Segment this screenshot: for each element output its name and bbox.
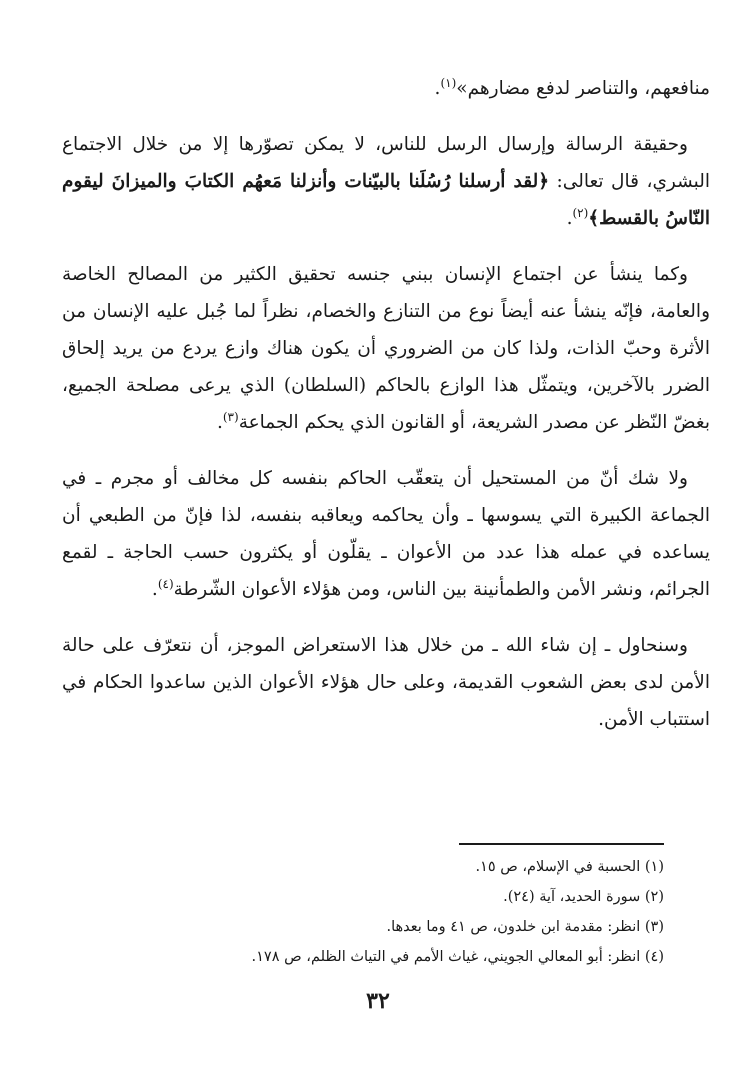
paragraph-5 xyxy=(62,627,710,738)
paragraph-1-text: منافعهم، والتناصر لدفع مضارهم» xyxy=(456,78,710,99)
paragraph-3 xyxy=(62,256,710,441)
footnotes xyxy=(62,852,664,972)
footnote-1: (١) الحسبة في الإسلام، ص ١٥. xyxy=(475,859,664,875)
paragraph-3-end: . xyxy=(216,412,223,433)
footnote-3: (٣) انظر: مقدمة ابن خلدون، ص ٤١ وما بعدها. xyxy=(386,919,664,935)
footnote-ref-1: (١) xyxy=(440,75,457,90)
paragraph-4-end: . xyxy=(151,579,158,600)
paragraph-1 xyxy=(62,70,710,107)
page-number: ٣٢ xyxy=(366,988,390,1014)
footnote-ref-4: (٤) xyxy=(157,576,174,591)
paragraph-1-end: . xyxy=(434,78,441,99)
footnote-divider xyxy=(459,843,664,845)
paragraph-2-end: . xyxy=(566,208,573,229)
paragraph-5-text: وسنحاول ـ إن شاء الله ـ من خلال هذا الاستعراض الموجز، أن نتعرّف على حالة الأمن لدى بعض الشعوب القديمة، وعلى حال هؤلاء الأعوان الذين ساعدوا الحكام في استتباب الأمن. xyxy=(62,635,710,730)
footnote-ref-2: (٢) xyxy=(572,205,589,220)
quran-verse: ﴿لقد أرسلنا رُسُلَنا بالبيّنات وأنزلنا مَعهُم الكتابَ والميزانَ ليقوم النّاسُ بالقسط﴾ xyxy=(62,171,710,229)
paragraph-2 xyxy=(62,126,710,237)
paragraph-4-text: ولا شك أنّ من المستحيل أن يتعقّب الحاكم بنفسه كل مخالف أو مجرم ـ في الجماعة الكبيرة التي يسوسها ـ وأن يحاكمه ويعاقبه بنفسه، لذا فإنّ من الطبعي أن يساعده في عمله هذا عدد من الأعوان ـ يقلّون أو يكثرون حسب الحاجة ـ لقمع الجرائم، ونشر الأمن والطمأنينة بين الناس، ومن هؤلاء الأعوان الشّرطة xyxy=(62,468,710,600)
paragraph-4 xyxy=(62,460,710,608)
paragraph-2-text: وحقيقة الرسالة وإرسال الرسل للناس، لا يمكن تصوّرها إلا من خلال الاجتماع البشري، قال تعالى: xyxy=(62,134,710,192)
paragraph-3-text: وكما ينشأ عن اجتماع الإنسان ببني جنسه تحقيق الكثير من المصالح الخاصة والعامة، فإنّه ينشأ عنه أيضاً نوع من التنازع والخصام، نظراً لما جُبل عليه الإنسان من الأثرة وحبّ الذات، ولذا كان من الضروري أن يكون هناك وازع يردع من يريد إلحاق الضرر بالآخرين، ويتمثّل هذا الوازع بالحاكم (السلطان) الذي يرعى مصلحة الجميع، بغضّ النّظر عن مصدر الشريعة، أو القانون الذي يحكم الجماعة xyxy=(62,264,710,433)
footnote-ref-3: (٣) xyxy=(222,409,239,424)
footnote-4: (٤) انظر: أبو المعالي الجويني، غياث الأمم في التياث الظلم، ص ١٧٨. xyxy=(251,949,664,965)
main-text xyxy=(62,70,710,757)
footnote-2: (٢) سورة الحديد، آية (٢٤). xyxy=(503,889,664,905)
